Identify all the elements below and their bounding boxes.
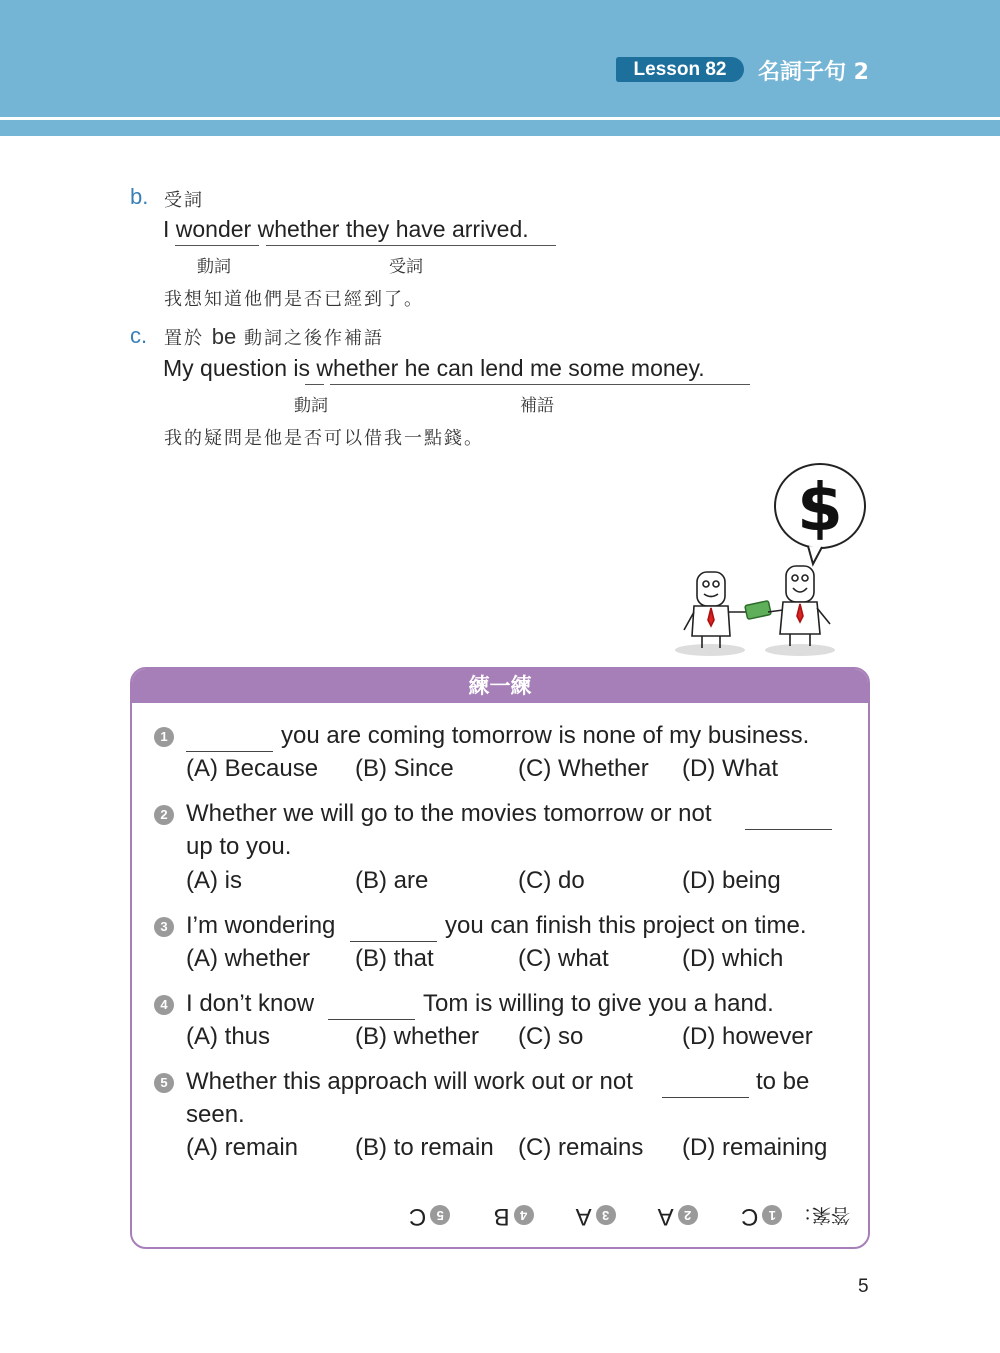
sentence-object: whether they have arrived [257,216,523,242]
option-c: (C) so [518,1023,584,1050]
question-1-text: you are coming tomorrow is none of my business. [281,722,810,749]
section-b-sentence: I wonder whether they have arrived. [163,216,529,242]
header-band [0,120,1000,136]
section-c-sentence: My question is whether he can lend me some money. [163,355,705,381]
sentence-complement: whether he can lend me some money [316,355,699,381]
answer-letter: B [493,1203,510,1230]
shadow-left [675,644,745,656]
option-a: (A) is [186,867,242,894]
option-d: (D) however [682,1023,813,1050]
answer-letter: A [576,1203,592,1230]
option-c: (C) what [518,945,609,972]
option-d: (D) remaining [682,1134,828,1161]
answer-blank [328,1019,415,1020]
question-4-text-after: Tom is willing to give you a hand. [423,990,774,1017]
label-complement: 補語 [520,396,554,416]
option-a: (A) thus [186,1023,271,1050]
section-c-translation: 我的疑問是他是否可以借我一點錢。 [164,428,484,449]
sentence-prefix: I [163,216,176,242]
question-number-3: 3 [154,917,174,937]
dollar-sign-icon: $ [797,469,843,546]
option-c: (C) remains [518,1134,644,1161]
option-d: (D) What [682,755,778,782]
practice-title: 練一練 [132,669,868,703]
question-2-text: Whether we will go to the movies tomorrow or not [186,800,712,827]
option-b: (B) are [355,867,429,894]
sentence-verb: wonder [175,216,252,242]
question-3-text: I’m wondering [186,912,336,939]
question-4-text: I don’t know [186,990,315,1017]
object-underline [266,245,556,246]
option-b: (B) that [355,945,434,972]
section-c-letter: c. [130,323,148,348]
shadow-right [765,644,835,656]
option-c: (C) Whether [518,755,649,782]
option-a: (A) Because [186,755,319,782]
option-a: (A) whether [186,945,311,972]
question-number-2: 2 [154,805,174,825]
page-number: 5 [858,1276,869,1297]
section-b-translation: 我想知道他們是否已經到了。 [164,289,424,310]
lesson-tag: Lesson 82 [616,57,744,82]
question-5-text-line2: seen. [186,1101,245,1128]
option-b: (B) to remain [355,1134,494,1161]
answer-letter: C [740,1203,759,1230]
option-a: (A) remain [186,1134,299,1161]
man-right [768,566,830,646]
answer-key-inverted: 答案： 1C 2A 3A 4B 5C [408,1203,850,1230]
label-verb: 動詞 [294,396,328,416]
question-5-text-after: to be [756,1068,810,1095]
question-5-text: Whether this approach will work out or not [186,1068,633,1095]
sentence-verb: is [293,355,311,381]
answer-letter: A [658,1203,674,1230]
option-b: (B) Since [355,755,454,782]
answer-blank [662,1097,749,1098]
speech-bubble [775,464,865,564]
section-b-letter: b. [130,184,149,209]
question-number-4: 4 [154,995,174,1015]
answer-blank [186,751,273,752]
answer-letter: C [408,1203,427,1230]
question-3-text-after: you can finish this project on time. [445,912,807,939]
label-verb: 動詞 [197,257,231,277]
money-lending-illustration [670,460,870,660]
verb-underline [305,384,324,385]
section-c-heading: 置於 be 動詞之後作補語 [164,324,384,349]
answer-blank [350,941,437,942]
verb-underline [175,245,259,246]
question-2-text-line2: up to you. [186,833,292,860]
complement-underline [330,384,750,385]
question-number-5: 5 [154,1073,174,1093]
option-c: (C) do [518,867,585,894]
money-bill-icon [745,601,771,620]
man-left [684,572,748,648]
question-number-1: 1 [154,727,174,747]
answer-blank [745,829,832,830]
lesson-title: 名詞子句 2 [758,60,869,85]
answer-label: 答案： [792,1204,850,1226]
option-d: (D) which [682,945,784,972]
label-object: 受詞 [389,257,423,277]
section-b-heading: 受詞 [164,190,204,211]
option-b: (B) whether [355,1023,480,1050]
option-d: (D) being [682,867,781,894]
